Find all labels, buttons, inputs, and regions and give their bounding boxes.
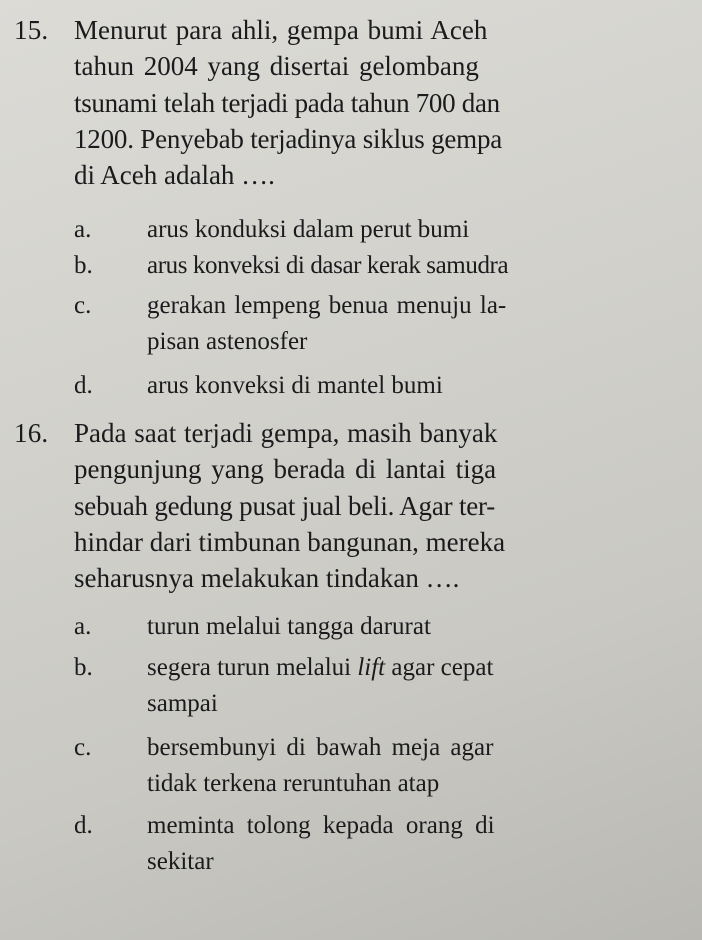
option-line: gerakan lempeng benua menuju la- bbox=[147, 292, 507, 319]
option-letter: a. bbox=[74, 613, 92, 640]
question-line: di Aceh adalah …. bbox=[74, 160, 275, 191]
question-line: seharusnya melakukan tindakan …. bbox=[74, 563, 460, 594]
option-text bbox=[147, 212, 469, 248]
option-text bbox=[147, 730, 493, 803]
option-line: arus konveksi di mantel bumi bbox=[147, 372, 443, 399]
option-letter: a. bbox=[74, 216, 92, 243]
question-line: tahun 2004 yang disertai gelombang bbox=[74, 51, 479, 82]
question-line: 1200. Penyebab terjadinya siklus gempa bbox=[74, 123, 503, 154]
option-line: bersembunyi di bawah meja agar bbox=[147, 734, 494, 761]
question-number: 15. bbox=[14, 15, 49, 45]
question-line: Menurut para ahli, gempa bumi Aceh bbox=[74, 15, 488, 45]
question-line: tsunami telah terjadi pada tahun 700 dan bbox=[74, 87, 500, 118]
option-line: arus konveksi di dasar kerak samudra bbox=[147, 252, 509, 279]
option-text bbox=[147, 368, 443, 404]
option-letter: c. bbox=[74, 292, 92, 319]
question-line: hindar dari timbunan bangunan, mereka bbox=[74, 526, 506, 557]
option-line: sampai bbox=[147, 690, 218, 718]
question-line: sebuah gedung pusat jual beli. Agar ter- bbox=[74, 490, 496, 521]
option-letter: b. bbox=[74, 654, 93, 681]
option-text bbox=[147, 808, 495, 881]
option-line: tidak terkena reruntuhan atap bbox=[147, 770, 440, 798]
bleed-through-texture bbox=[40, 60, 45, 83]
option-line: turun melalui tangga darurat bbox=[147, 613, 431, 640]
question-text bbox=[74, 415, 634, 596]
option-text-suffix: agar cepat bbox=[385, 654, 494, 681]
option-line bbox=[147, 650, 493, 686]
option-line: pisan astenosfer bbox=[147, 328, 308, 356]
option-letter: c. bbox=[74, 734, 92, 761]
option-letter: d. bbox=[74, 812, 93, 839]
option-text bbox=[147, 288, 506, 361]
question-number: 16. bbox=[14, 418, 49, 448]
question-line: Pada saat terjadi gempa, masih banyak bbox=[74, 418, 498, 448]
option-line: sekitar bbox=[147, 848, 214, 876]
option-text bbox=[147, 650, 493, 723]
question-line: pengunjung yang berada di lantai tiga bbox=[74, 454, 497, 485]
question-text bbox=[74, 12, 634, 193]
option-text-prefix: segera turun melalui bbox=[147, 654, 358, 681]
option-line: arus konduksi dalam perut bumi bbox=[147, 216, 470, 243]
option-letter: b. bbox=[74, 252, 93, 279]
option-letter: d. bbox=[74, 372, 93, 399]
option-text-italic: lift bbox=[357, 654, 386, 681]
option-text bbox=[147, 248, 508, 284]
option-text bbox=[147, 609, 431, 645]
option-line: meminta tolong kepada orang di bbox=[147, 812, 495, 839]
